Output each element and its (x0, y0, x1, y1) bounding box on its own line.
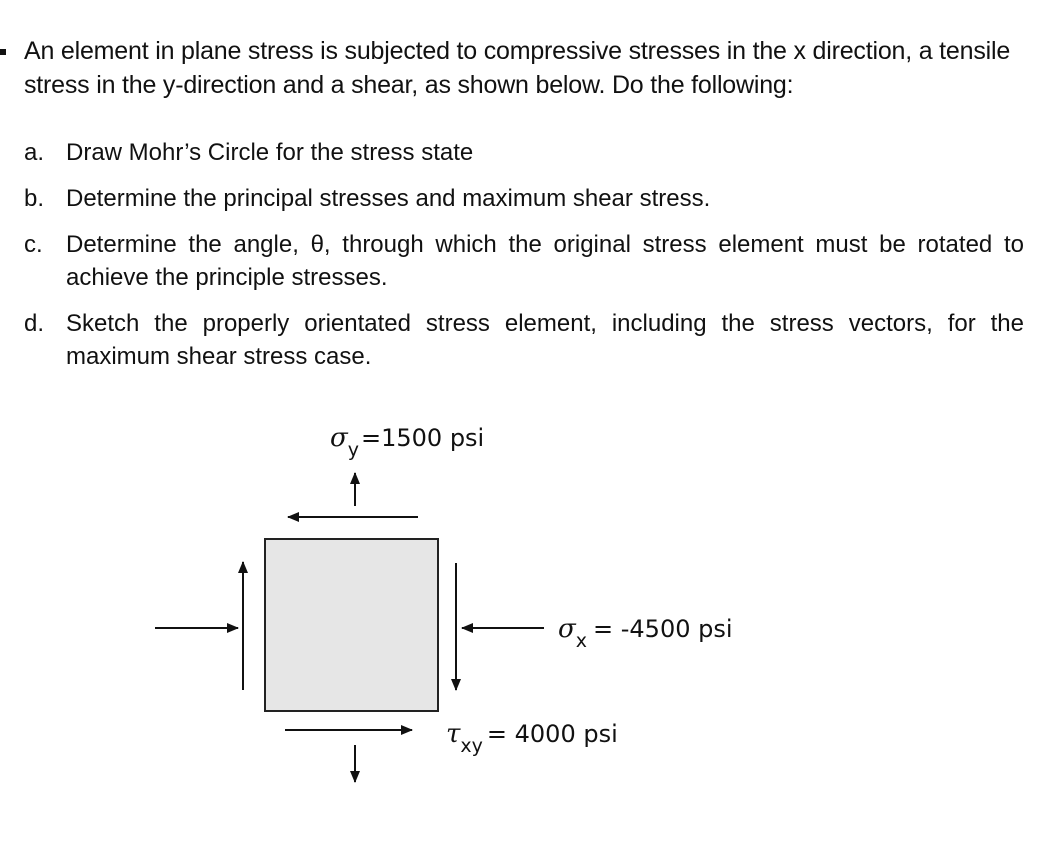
task-letter: d. (24, 310, 45, 337)
task-letter: a. (24, 139, 45, 166)
tau-xy-label (446, 719, 618, 757)
task-text: Sketch the properly orientated stress element, including the stress vectors, for the maximum shear stress case. (66, 310, 1024, 370)
tau-xy-symbol: τ (446, 719, 461, 749)
sigma-y-value: =1500 psi (361, 424, 485, 452)
sigma-x-label (558, 614, 733, 652)
tau-xy-value: = 4000 psi (486, 720, 618, 748)
problem-intro: An element in plane stress is subjected to compressive stresses in the x direction, a tensile stress in the y-direction and a shear, as shown below. Do the following: (24, 37, 1011, 99)
task-text: Determine the angle, θ, through which the original stress element must be rotated to achieve the principle stresses. (66, 231, 1024, 291)
tau-xy-subscript: xy (460, 735, 483, 757)
task-text: Determine the principal stresses and maximum shear stress. (66, 185, 711, 212)
sigma-y-symbol: σ (330, 423, 348, 453)
sigma-y-label (330, 423, 484, 461)
sigma-x-symbol: σ (558, 614, 576, 644)
task-letter: b. (24, 185, 45, 212)
task-text: Draw Mohr’s Circle for the stress state (66, 139, 474, 166)
task-letter: c. (24, 231, 43, 258)
sigma-x-value: = -4500 psi (593, 615, 733, 643)
sigma-x-subscript: x (575, 630, 587, 652)
stress-element (265, 539, 438, 711)
sigma-y-subscript: y (347, 439, 359, 461)
